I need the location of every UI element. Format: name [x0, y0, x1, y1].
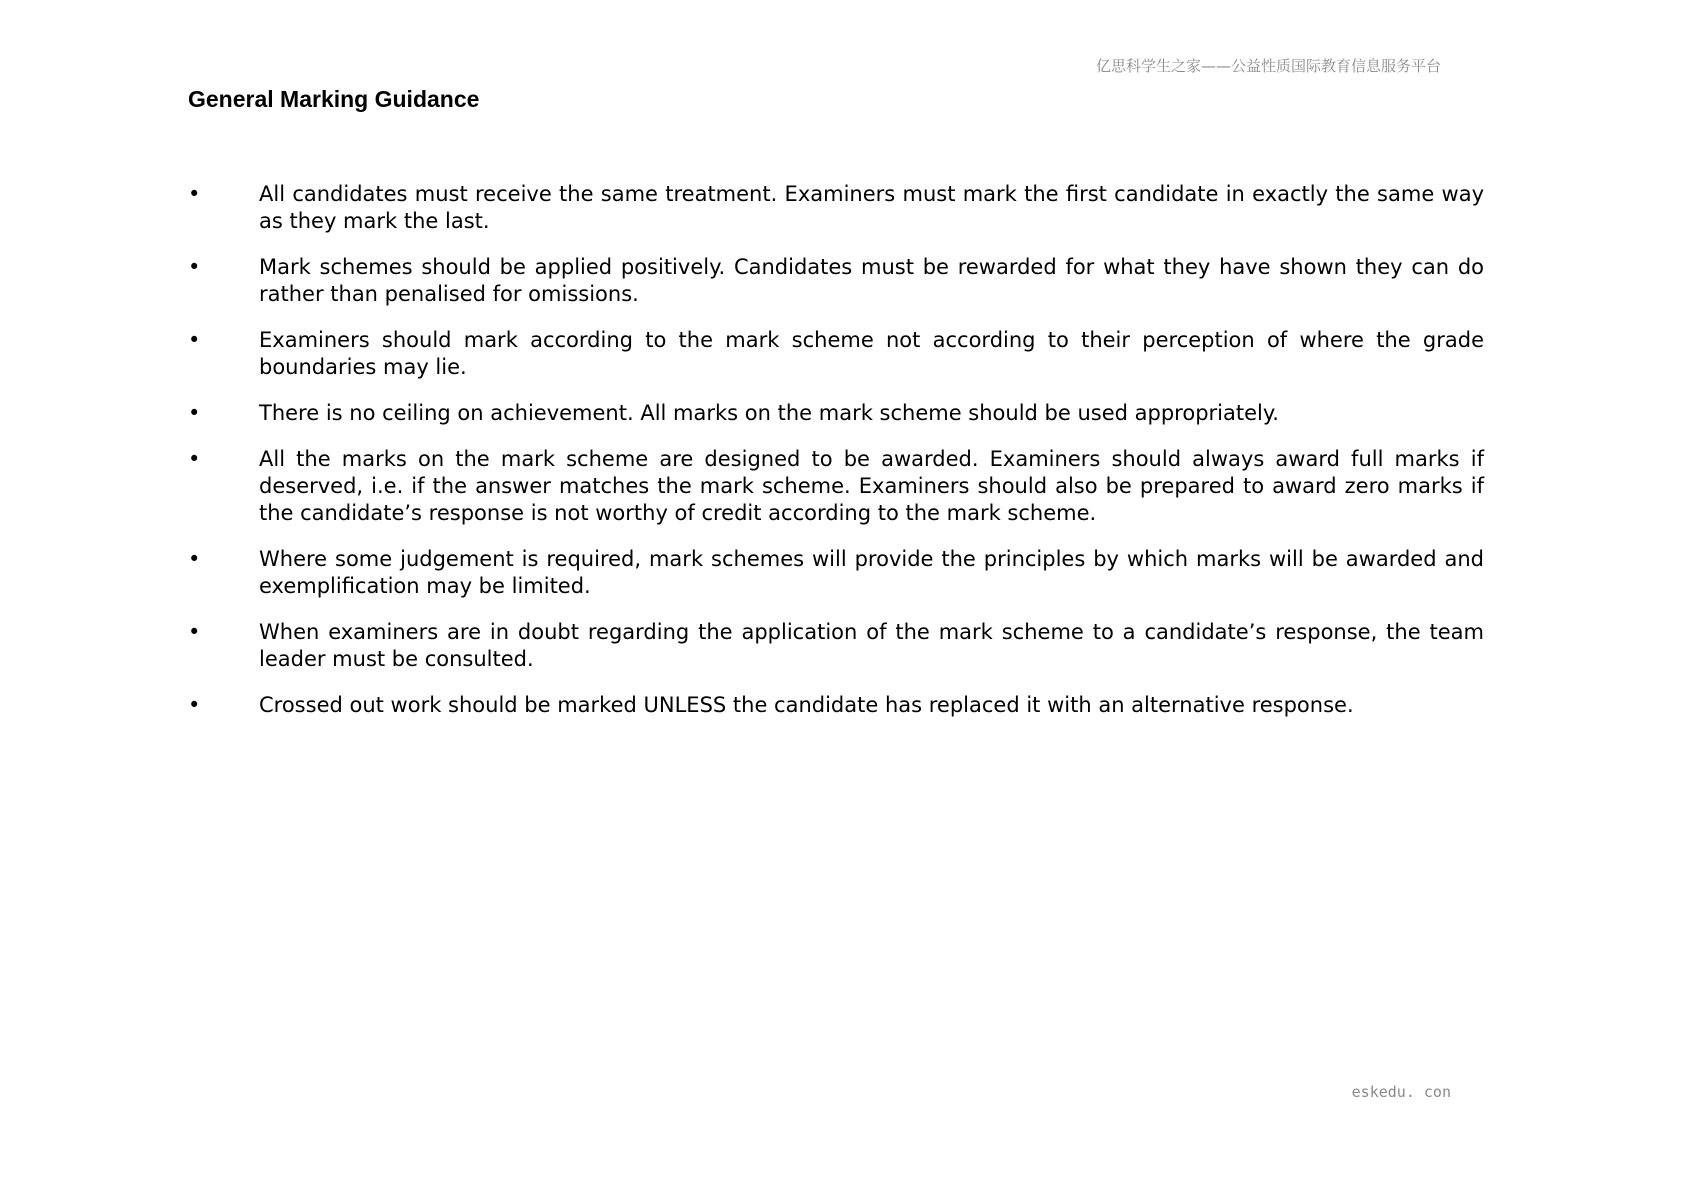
guidance-item: [188, 400, 1484, 427]
guidance-text: Where some judgement is required, mark schemes will provide the principles by which marks will be awarded and exemplification may be limited.: [259, 547, 1484, 598]
guidance-item: [188, 181, 1484, 235]
header-watermark: 亿思科学生之家——公益性质国际教育信息服务平台: [1095, 57, 1441, 75]
guidance-text: Examiners should mark according to the mark scheme not according to their perception of where the grade boundaries may lie.: [259, 328, 1484, 379]
bullet-icon: •: [188, 620, 201, 644]
bullet-icon: •: [188, 447, 201, 471]
bullet-icon: •: [188, 255, 201, 279]
bullet-icon: •: [188, 328, 201, 352]
bullet-icon: •: [188, 547, 201, 571]
guidance-list: [188, 181, 1484, 738]
guidance-text: There is no ceiling on achievement. All marks on the mark scheme should be used appropriately.: [259, 401, 1279, 425]
bullet-icon: •: [188, 693, 201, 717]
guidance-text: Mark schemes should be applied positively. Candidates must be rewarded for what they have shown they can do rather than penalised for omissions.: [259, 255, 1484, 306]
page-title: General Marking Guidance: [188, 86, 480, 112]
guidance-text: When examiners are in doubt regarding the application of the mark scheme to a candidate’s response, the team leader must be consulted.: [259, 620, 1484, 671]
guidance-item: [188, 254, 1484, 308]
guidance-item: [188, 327, 1484, 381]
guidance-text: All the marks on the mark scheme are designed to be awarded. Examiners should always award full marks if deserved, i.e. if the answer matches the mark scheme. Examiners should also be prepared to award zero marks if the candidate’s response is not worthy of credit according to the mark scheme.: [259, 447, 1484, 525]
guidance-item: [188, 546, 1484, 600]
footer-watermark: eskedu. con: [1351, 1083, 1451, 1101]
guidance-text: Crossed out work should be marked UNLESS the candidate has replaced it with an alternative response.: [259, 693, 1354, 717]
guidance-item: [188, 692, 1484, 719]
guidance-text: All candidates must receive the same treatment. Examiners must mark the first candidate in exactly the same way as they mark the last.: [259, 182, 1484, 233]
guidance-item: [188, 446, 1484, 527]
guidance-item: [188, 619, 1484, 673]
bullet-icon: •: [188, 182, 201, 206]
bullet-icon: •: [188, 401, 201, 425]
